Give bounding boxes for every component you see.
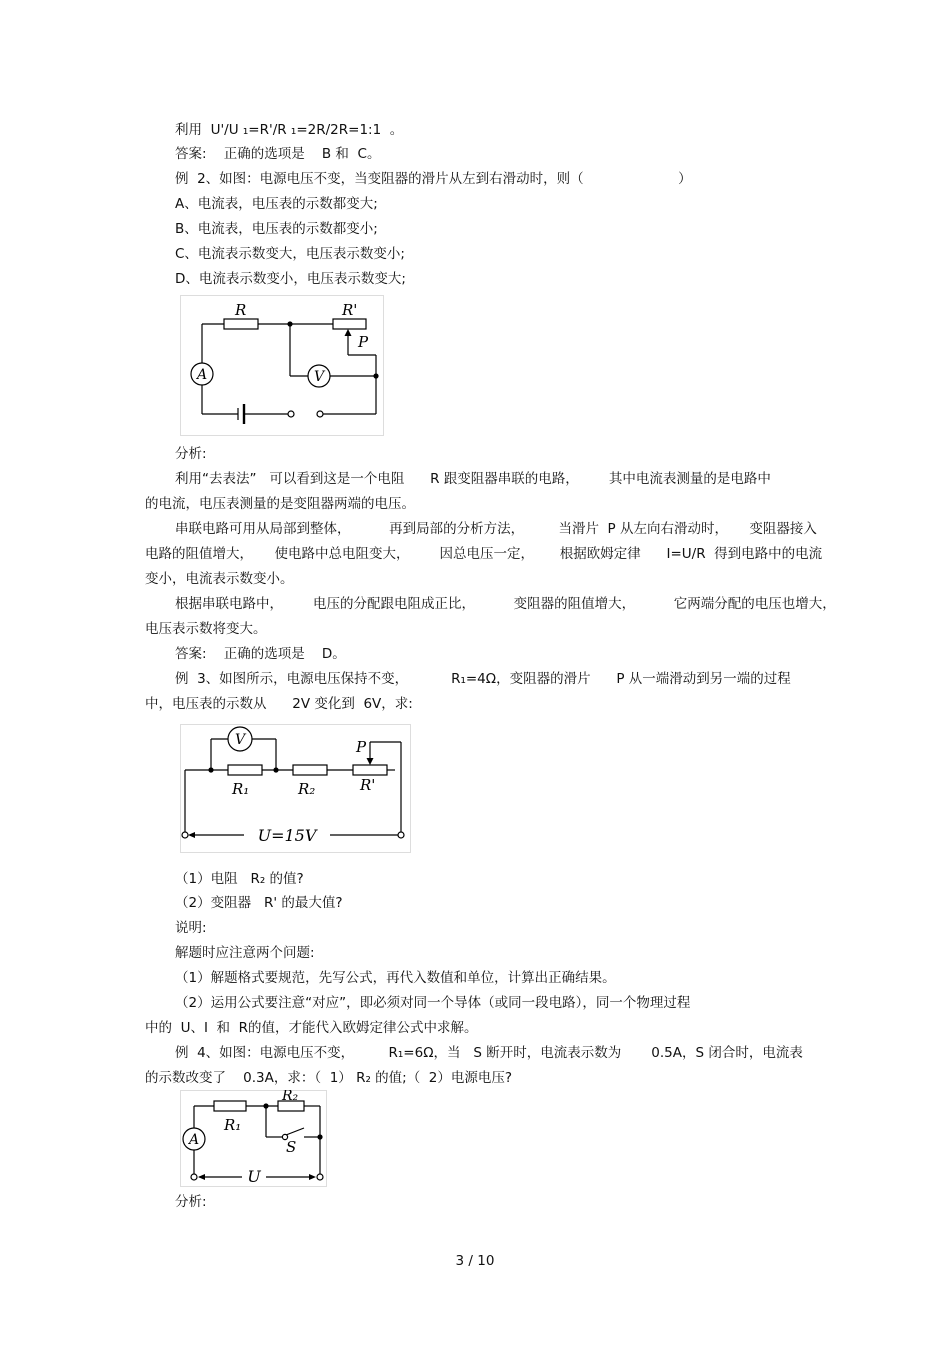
circuit-figure-2 <box>180 724 412 854</box>
question-1: （1）电阻 R₂ 的值? <box>175 871 304 887</box>
option-c: C、电流表示数变大，电压表示数变小; <box>175 246 405 262</box>
example-2-question: 例 2、如图：电源电压不变，当变阻器的滑片从左到右滑动时，则（ ） <box>175 171 692 187</box>
analysis-heading: 分析: <box>175 1194 207 1210</box>
page-number <box>0 1253 950 1269</box>
slider-p-label: P <box>358 333 369 351</box>
text-line: 的电流，电压表测量的是变阻器两端的电压。 <box>145 496 415 512</box>
resistor-r2-label: R₂ <box>298 780 316 798</box>
voltmeter-label: V <box>313 369 325 385</box>
voltmeter-label: V <box>234 732 246 748</box>
note-heading: 说明: <box>175 920 207 936</box>
resistor-r2-label: R₂ <box>282 1090 299 1104</box>
question-2: （2）变阻器 R' 的最大值? <box>175 895 343 911</box>
voltage-u-label: U=15V <box>257 826 317 845</box>
text-line: 电压表示数将变大。 <box>145 621 267 637</box>
text-line: 解题时应注意两个问题: <box>175 945 315 961</box>
text-line: 利用“去表法” 可以看到这是一个电阻 R 跟变阻器串联的电路， 其中电流表测量的是电路中 <box>175 471 771 487</box>
example-3-question: 例 3、如图所示，电源电压保持不变， R₁=4Ω，变阻器的滑片 P 从一端滑动到另一端的过程 <box>175 671 791 687</box>
voltage-u-label: U <box>247 1167 261 1186</box>
page-separator: / <box>468 1253 473 1269</box>
resistor-r-label: R <box>235 301 247 319</box>
circuit-figure-3 <box>180 1090 328 1188</box>
example-4-question: 例 4、如图：电源电压不变， R₁=6Ω，当 S 断开时，电流表示数为 0.5A，S 闭合时，电流表 <box>175 1045 803 1061</box>
text-line: 串联电路可用从局部到整体， 再到局部的分析方法， 当滑片 P 从左向右滑动时， 变阻器接入 <box>175 521 817 537</box>
ammeter-label: A <box>196 367 208 383</box>
option-d: D、电流表示数变小，电压表示数变大; <box>175 271 406 287</box>
text-line: 的示数改变了 0.3A，求：（ 1） R₂ 的值;（ 2）电源电压? <box>145 1070 513 1086</box>
text-line: 中的 U、I 和 R的值，才能代入欧姆定律公式中求解。 <box>145 1020 478 1036</box>
page-total: 10 <box>477 1253 495 1269</box>
circuit-figure-1 <box>180 295 385 437</box>
page-current: 3 <box>455 1253 465 1269</box>
answer-line: 答案: 正确的选项是 D。 <box>175 646 346 662</box>
text-line: 中，电压表的示数从 2V 变化到 6V，求: <box>145 696 413 712</box>
analysis-heading: 分析: <box>175 446 207 462</box>
resistor-r1-label: R₁ <box>232 780 250 798</box>
slider-p-label: P <box>356 738 367 756</box>
ammeter-label: A <box>188 1132 200 1148</box>
rheostat-label: R' <box>360 776 376 794</box>
option-a: A、电流表，电压表的示数都变大; <box>175 196 378 212</box>
option-b: B、电流表，电压表的示数都变小; <box>175 221 378 237</box>
switch-s-label: S <box>286 1138 297 1156</box>
text-line: 电路的阻值增大， 使电路中总电阻变大， 因总电压一定， 根据欧姆定律 I=U/R 得到电路中的电流 <box>145 546 823 562</box>
text-line: 变小，电流表示数变小。 <box>145 571 294 587</box>
rheostat-label: R' <box>342 301 358 319</box>
resistor-r1-label: R₁ <box>224 1116 242 1134</box>
text-line: 答案: 正确的选项是 B 和 C。 <box>175 146 381 162</box>
text-line: 利用 U'/U ₁=R'/R ₁=2R/2R=1:1 。 <box>175 122 404 138</box>
text-line: （1）解题格式要规范，先写公式，再代入数值和单位，计算出正确结果。 <box>175 970 616 986</box>
text-line: （2）运用公式要注意“对应”，即必须对同一个导体（或同一段电路），同一个物理过程 <box>175 995 691 1011</box>
text-line: 根据串联电路中， 电压的分配跟电阻成正比， 变阻器的阻值增大， 它两端分配的电压也增大， <box>175 596 836 612</box>
